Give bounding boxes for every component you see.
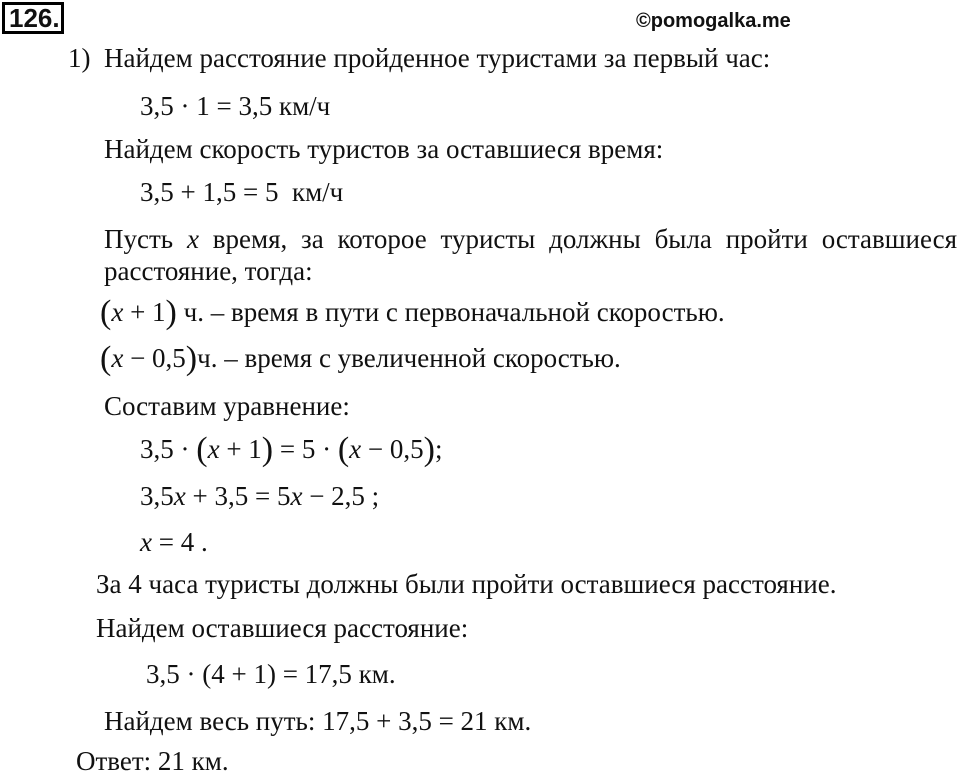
eq4-var-1: x <box>173 481 186 511</box>
compose-text: Составим уравнение: <box>104 391 350 421</box>
eq5-var: x <box>140 527 152 557</box>
paren-close: ) <box>165 294 177 331</box>
equation-2 <box>140 176 343 208</box>
time-2-op: − 0,5 <box>123 343 186 373</box>
equation-1 <box>140 90 330 122</box>
equation-6 <box>146 658 396 690</box>
speed-text: Найдем скорость туристов за оставшиеся время: <box>104 134 664 164</box>
time-1-op: + 1 <box>123 297 166 327</box>
eq3-a: 3,5 · <box>140 434 197 464</box>
total-text: Найдем весь путь: 17,5 + 3,5 = 21 км. <box>104 706 532 736</box>
time-2-text: ч. – время с увеличенной скоростью. <box>197 343 621 373</box>
eq3-f: − 0,5 <box>361 434 424 464</box>
step1-text: Найдем расстояние пройденное туристами за первый час: <box>104 43 771 73</box>
watermark: ©pomogalka.me <box>636 10 791 32</box>
equation-5 <box>140 526 208 558</box>
time-line-1 <box>100 294 725 331</box>
paren-open: ( <box>100 340 112 377</box>
time-1-expr <box>100 294 177 331</box>
equation-3 <box>140 431 443 468</box>
eq3-g: ; <box>434 434 443 464</box>
let-paragraph <box>104 223 957 287</box>
paren-open: ( <box>337 431 350 468</box>
eq3-var-1: x <box>207 434 220 464</box>
let-rest: время, за которое туристы должны была пройти оставшиеся расстояние, тогда: <box>104 224 958 286</box>
paren-close: ) <box>185 340 198 377</box>
eq4-a: 3,5 <box>140 481 174 511</box>
equation-6-unit: км. <box>358 659 396 689</box>
equation-1-lhs: 3,5 · 1 = 3,5 <box>140 91 273 121</box>
time-line-2 <box>100 340 621 377</box>
time-2-expr <box>100 340 198 377</box>
equation-4 <box>140 480 379 512</box>
hours-text: За 4 часа туристы должны были пройти оставшиеся расстояние. <box>96 569 837 599</box>
equation-1-unit: км/ч <box>278 91 331 121</box>
eq5-rest: = 4 . <box>151 527 208 557</box>
eq3-c: + 1 <box>219 434 262 464</box>
time-1-text: ч. – время в пути с первоначальной скоростью. <box>176 297 725 327</box>
eq3-d: = 5 · <box>273 434 338 464</box>
eq4-e: − 2,5 ; <box>302 481 380 511</box>
let-prefix: Пусть <box>104 224 174 254</box>
paren-open: ( <box>196 431 208 468</box>
time-1-var: x <box>111 297 124 327</box>
time-2-var: x <box>111 343 124 373</box>
equation-6-lhs: 3,5 · (4 + 1) = 17,5 <box>146 659 352 689</box>
eq4-c: + 3,5 = 5 <box>185 481 291 511</box>
let-variable: x <box>186 224 199 254</box>
equation-2-unit: км/ч <box>291 177 344 207</box>
answer-text: Ответ: 21 км. <box>76 746 229 776</box>
remaining-text: Найдем оставшиеся расстояние: <box>96 613 469 643</box>
equation-2-lhs: 3,5 + 1,5 = 5 <box>140 177 279 207</box>
paren-open: ( <box>100 294 112 331</box>
problem-number: 126. <box>2 2 64 34</box>
eq4-var-2: x <box>290 481 303 511</box>
paren-close: ) <box>261 431 274 468</box>
eq3-var-2: x <box>349 434 362 464</box>
paren-close: ) <box>423 431 435 468</box>
step1-label: 1) <box>68 43 91 73</box>
